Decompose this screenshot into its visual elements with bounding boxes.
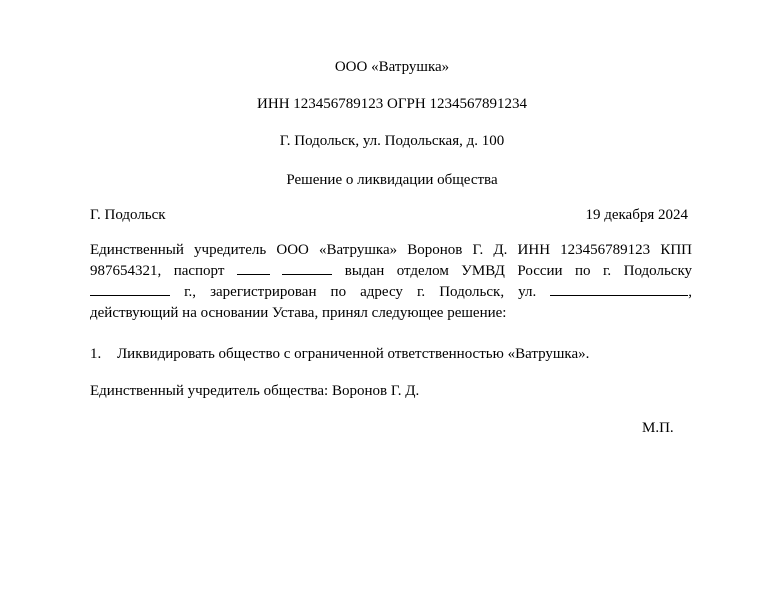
street-blank [550, 282, 688, 296]
passport-date-blank [90, 282, 170, 296]
body-line-4: действующий на основании Устава, принял следующее решение: [90, 305, 507, 321]
decision-number: 1. [90, 346, 102, 362]
passport-series-blank [237, 261, 270, 275]
organization-name: ООО «Ватрушка» [334, 59, 450, 75]
registration-text: г., зарегистрирован по адресу г. Подольск, ул. [184, 284, 537, 300]
passport-issued-text: выдан отделом УМВД России по г. Подольску [344, 263, 693, 279]
decision-text: Ликвидировать общество с ограниченной ответственностью «Ватрушка». [117, 346, 590, 362]
decision-item [90, 345, 589, 363]
body-paragraph [90, 240, 692, 324]
organization-address: Г. Подольск, ул. Подольская, д. 100 [279, 133, 505, 149]
body-line-1: Единственный учредитель ООО «Ватрушка» Воронов Г. Д. ИНН 123456789123 КПП [90, 242, 692, 258]
signature-line: Единственный учредитель общества: Воронов Г. Д. [90, 383, 420, 399]
document-place: Г. Подольск [90, 207, 166, 223]
document-title: Решение о ликвидации общества [286, 172, 498, 188]
body-line-3 [90, 282, 692, 303]
body-line-2 [90, 261, 692, 282]
organization-ids: ИНН 123456789123 ОГРН 1234567891234 [257, 96, 527, 112]
stamp-mark: М.П. [642, 420, 674, 436]
line3-comma: , [688, 284, 693, 300]
passport-number-blank [282, 261, 332, 275]
document-date: 19 декабря 2024 [585, 207, 688, 223]
passport-label: 987654321, паспорт [90, 263, 225, 279]
